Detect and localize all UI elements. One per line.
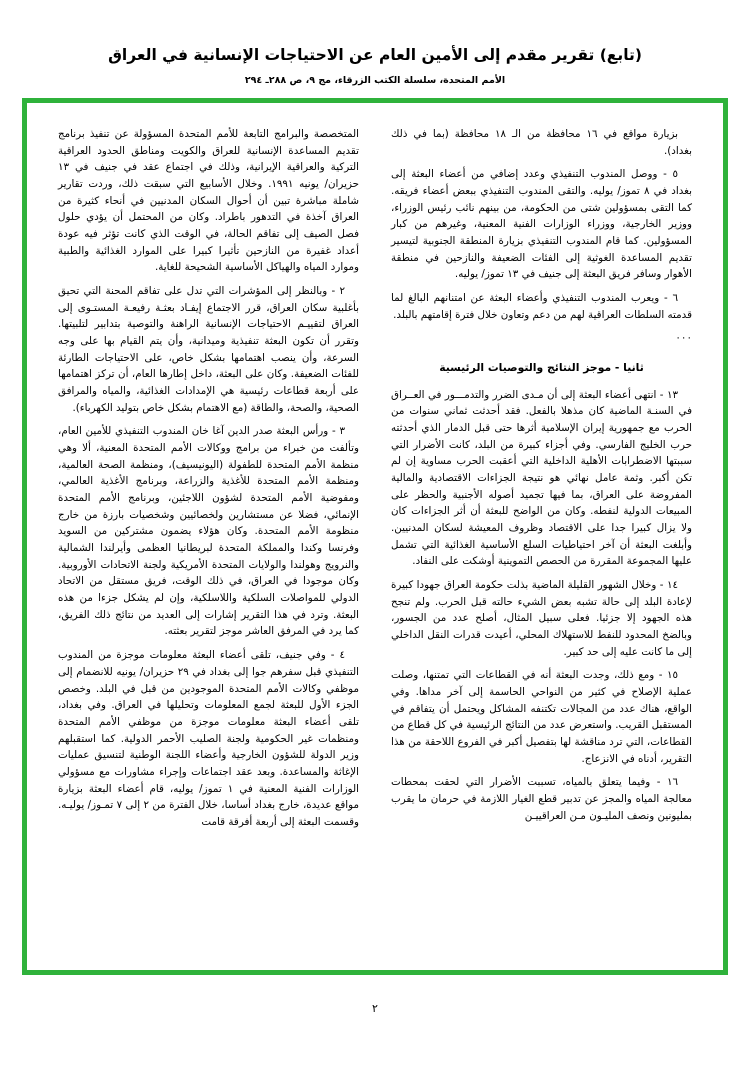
paragraph: ٥ - ووصل المندوب التنفيذي وعدد إضافي من أعضاء البعثة إلى بغداد في ٨ تموز/ يوليه. والتقى المندوب التنفيذي ببعض أعضاء فريقه. كما التقى بمسؤولين شتى من الحكومة، من بينهم نائب رئيس الوزراء، ووزير الخارجية، ووزراء الوزارات الفنية المعنية، وغيرهم من كبار المسؤولين. كما قام المندوب التنفيذي بزيارة المنطقة الجنوبية لتيسير تقديم المساعدة الغوثية إلى الفئات الضعيفة والنازحين في منطقة الأهوار وسافر فريق البعثة إلى جنيف في ١٣ تموز/ يوليه. — [391, 168, 692, 281]
section-separator-dots: ٠٠٠ — [675, 332, 692, 345]
paragraph: ١٥ - ومع ذلك، وجدت البعثة أنه في القطاعات التي تمتنها، وصلت عملية الإصلاح في كثير من النواحي الحاسمة إلى آخر مداها. وفي الواقع، هناك عدد من المجالات تكتنفه المشاكل ويحتمل أن يتفاقم في المستقبل القريب. واستعرض عدد من النتائج الرئيسية في كل قطاع من القطاعات، التي ترد مناقشة لها بتفصيل أكبر في الفروع اللاحقة من هذا التقرير، أدناه في الانزعاج. — [391, 669, 692, 765]
page-subtitle: الأمم المتحدة، سلسلة الكتب الزرقاء، مج ٩، ص ٢٨٨ـ ٢٩٤ — [244, 75, 506, 87]
section-heading: ثانيا - موجز النتائج والتوصيات الرئيسية — [439, 361, 644, 375]
column-right — [375, 126, 692, 951]
paragraph: ١٣ - انتهى أعضاء البعثة إلى أن مـدى الضرر والتدمـــور في العــراق في السنـة الماضية كان مذهلا بالفعل. فقد أحدثت ثماني سنوات من الحرب مع جمهورية إيران الإسلامية أثرها حتى قبل الدمار الذي أحدثته حرب الخليج الفارسي. وفي أجزاء كبيرة من البلد، كانت الأضرار التي سببتها الاضطرابات الأهلية الداخلية التي أعقبت الحرب مساوية إن لم تكن أكبر. وثمة عامل نهائي هو نتيجة الجزاءات الاقتصادية والمالية المفروضة على العراق، بما فيها تجميد أصوله الأجنبية والحظر على المبيعات الدولية لنفطه. وكان من الواضح للبعثة أن أثر الجزاءات كان ولا يزال كبيرا جدا على الاقتصاد وظروف المعيشة لسكان المدنيين. وأبلغت البعثة أن آخر احتياطيات السلع الأساسية الغذائية التي تشمل عليها المجموعة المقررة من الحصص التموينية أوشكت على النفاد. — [391, 388, 692, 568]
paragraph: المتخصصة والبرامج التابعة للأمم المتحدة المسؤولة عن تنفيذ برنامج تقديم المساعدة الإنسانية للعراق والكويت ومناطق الحدود العراقية التركية والعراقية الإيرانية، وذلك في اجتماع عقد في جنيف في ١٣ حزيران/ يونيه ١٩٩١. وخلال الأسابيع التي سبقت ذلك، وردت تقارير شاملة مباشرة تبين أن أحوال السكان المدنيين في أنحاء كثيرة من العراق آخذة في التدهور باطراد. وكان من المحتمل أن يؤدي حلول فصل الصيف إلى تفاقم الحالة، في الوقت الذي كانت تؤثر فيه عودة أعداد غفيرة من النازحين تأثيرا كبيرا على الموارد الغذائية والطبية وموارد المياه والهياكل الأساسية الشحيحة للغاية. — [58, 128, 359, 274]
page-number: ٢ — [372, 1002, 378, 1015]
paragraph: ٤ - وفي جنيف، تلقى أعضاء البعثة معلومات موجزة من المندوب التنفيذي قبل سفرهم جوا إلى بغداد في ٢٩ حزيران/ يونيه للانضمام إلى موظفي وكالات الأمم المتحدة الموجودين من قبل في البلد. وخصص الجزء الأول للبعثة لجمع المعلومات وتحليلها في العراق. وفي بغداد، تلقى أعضاء البعثة معلومات موجزة من موظفي الأمم المتحدة ومنظمات غير الحكومية ولجنة الصليب الأحمر الدولية. كما استقبلهم وزير الدولة للشؤون الخارجية وأعضاء اللجنة الوطنية لتنسيق عمليات الإغاثة والمساعدة. وبعد عقد اجتماعات وإجراء مشاورات مع مسؤولي الوزارات الفنية المعنية في ١ تموز/ يوليه، قام أعضاء البعثة بزيارة مواقع عديدة، خارج بغداد أساسا، خلال الفترة من ٢ إلى ٧ تمـوز/ يوليـه. وقسمت البعثة إلى أربعة أفرقة قامت — [58, 649, 359, 828]
page-header — [0, 0, 750, 88]
paragraph: ٣ - ورأس البعثة صدر الدين آغا خان المندوب التنفيذي للأمين العام، وتألفت من خبراء من برامج ووكالات الأمم المتحدة المعنية، ألا وهي منظمة الأمم المتحدة للطفولة (اليونيسيف)، ومنظمة الصحة العالمية، ومنظمة الأمم المتحدة للأغذية والزراعة، وبرنامج الأغذية العالمي، ومفوضية الأمم المتحدة لشؤون اللاجئين، وبرنامج الأمم المتحدة الإنمائي، فضلا عن مستشارين ولخصائيين وشخصيات بارزة من خارج منظومة الأمم المتحدة. وكان هؤلاء يضمون مشتركين من السويد وفرنسا وكندا والمملكة المتحدة لبريطانيا العظمى وأيرلندا الشمالية والنرويج وهولندا والولايات المتحدة الأمريكية ولجنة الاتحادات الأوروبية. وكان موجودا في العراق، في ذلك الوقت، فريق مستقل من الاتحاد الدولي للمواصلات السلكية واللاسلكية، وإن لم يشكل جزءا من هذه البعثة. وترد في هذا التقرير إشارات إلى العديد من نتائج ذلك الفريق، كما يرد في المرفق العاشر موجز لتقرير بعثته. — [58, 425, 359, 638]
paragraph: ٢ - وبالنظر إلى المؤشرات التي تدل على تفاقم المحنة التي تحيق بأغلبية سكان العراق، قرر الاجتماع إيفـاد بعثـة رفيعـة المستـوى إلى العراق لتقييـم الاحتياجات الإنسانية الراهنة والتوصية بتدابير لتلبيتها. وتقرر أن تكون البعثة تنفيذية وميدانية، وأن يتم القيام بها على وجه السرعة، وأن ينصب اهتمامها بشكل خاص، على الاحتياجات الطارئة للفئات الضعيفة. وكان على البعثة، داخل إطارها العام، أن تركز اهتمامها على أربعة قطاعات رئيسية هي الإمدادات الغذائية، والمياه والمرافق الصحية، والصحة، والطاقة (مع الاهتمام بشكل خاص بتوليد الكهرباء). — [58, 285, 359, 414]
paragraph: ١٦ - وفيما يتعلق بالمياه، تسببت الأضرار التي لحقت بمحطات معالجة المياه والمجز عن تدبير قطع الغيار اللازمة في حرمان ما يقرب بمليونين ونصف المليـون مـن العراقييـن — [391, 776, 692, 822]
column-left — [58, 126, 375, 951]
page-title: (تابع) تقرير مقدم إلى الأمين العام عن الاحتياجات الإنسانية في العراق — [108, 46, 642, 64]
two-column-body — [28, 104, 722, 969]
paragraph: ٦ - ويعرب المندوب التنفيذي وأعضاء البعثة عن امتنانهم البالغ لما قدمته السلطات العراقية لهم من دعم وتعاون خلال فترة إقامتهم بالبلد. — [391, 292, 692, 321]
paragraph: ١٤ - وخلال الشهور القليلة الماضية بذلت حكومة العراق جهودا كبيرة لإعادة البلد إلى حالة تشبه بعض الشيء حالته قبل الحرب. ولم تنجح هذه الجهود إلا جزئيا. فعلى سبيل المثال، أصلح عدد من الجسور، وبالضخ المحدود للنفط للاستهلاك المحلي، أعيدت قدرات النقل الداخلي إلى ما كانت عليه إلى حد كبير. — [391, 578, 692, 658]
paragraph: بزيارة مواقع في ١٦ محافظة من الـ ١٨ محافظة (بما في ذلك بغداد). — [391, 128, 692, 157]
